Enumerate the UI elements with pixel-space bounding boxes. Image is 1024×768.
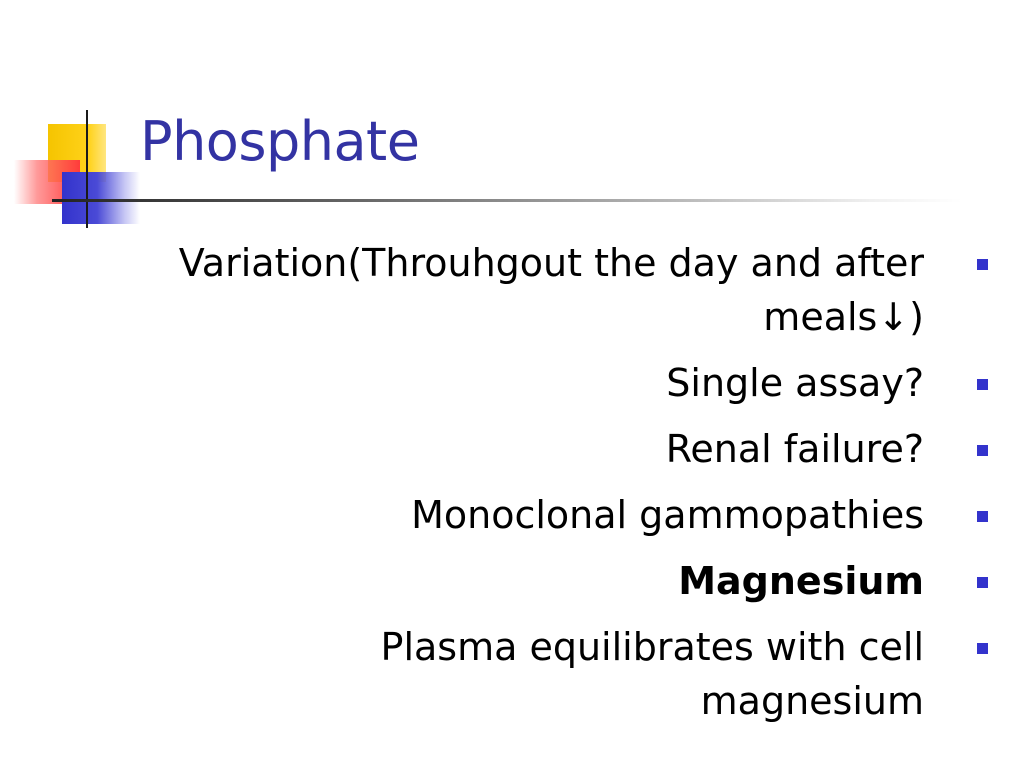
bullet-text: Single assay?	[666, 361, 924, 405]
slide-title: Phosphate	[140, 110, 420, 173]
bullet-text: Plasma equilibrates with cell magnesium	[380, 625, 924, 723]
bullet-text: Variation(Throuhgout the day and after meals↓)	[178, 241, 924, 339]
square-bullet-icon	[977, 511, 988, 522]
bullet-item	[130, 356, 996, 410]
bullet-item	[130, 488, 996, 542]
bullet-list	[130, 236, 996, 740]
bullet-text: Renal failure?	[665, 427, 924, 471]
square-bullet-icon	[977, 577, 988, 588]
bullet-item	[130, 620, 996, 728]
square-bullet-icon	[977, 379, 988, 390]
vertical-rule	[86, 110, 88, 228]
bullet-item	[130, 422, 996, 476]
square-bullet-icon	[977, 259, 988, 270]
bullet-item	[130, 554, 996, 608]
blue-square-decoration	[62, 172, 140, 224]
bullet-text: Monoclonal gammopathies	[411, 493, 924, 537]
square-bullet-icon	[977, 445, 988, 456]
title-underline-rule	[52, 199, 962, 202]
bullet-text: Magnesium	[678, 559, 924, 603]
bullet-item	[130, 236, 996, 344]
square-bullet-icon	[977, 643, 988, 654]
